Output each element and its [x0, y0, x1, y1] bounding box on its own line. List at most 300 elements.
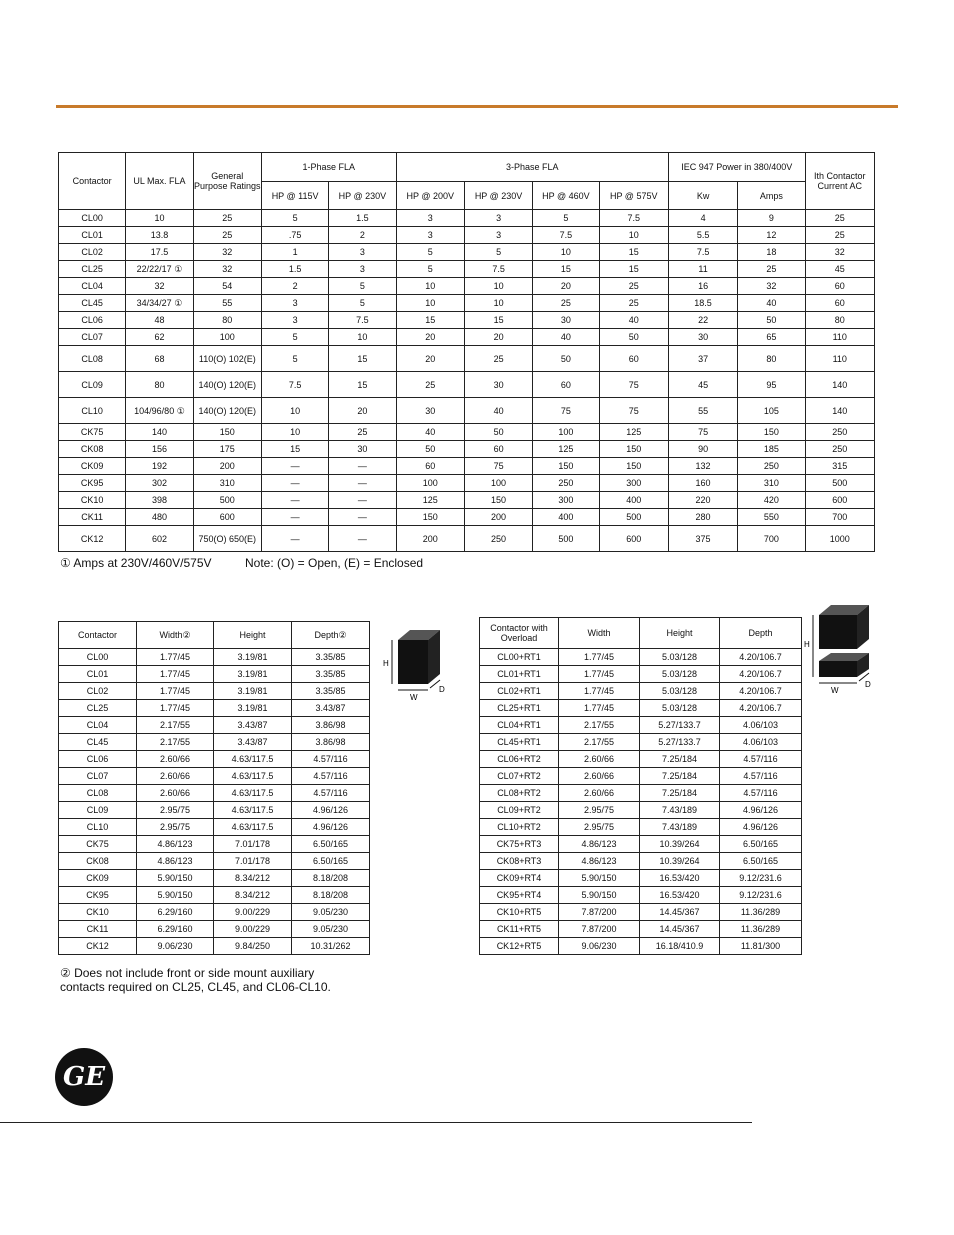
table-cell: 2.17/55 — [137, 717, 214, 734]
table-cell: 5 — [261, 210, 328, 227]
table-cell: 50 — [533, 346, 599, 372]
table-cell: CK12 — [59, 526, 126, 552]
table-cell: 7.25/184 — [640, 785, 720, 802]
table-cell: CL02 — [59, 244, 126, 261]
table-cell: CL04+RT1 — [480, 717, 559, 734]
table-cell: 25 — [193, 210, 261, 227]
table-cell: 4.20/106.7 — [720, 683, 802, 700]
table-row — [59, 227, 875, 244]
header-ith: Ith Contactor Current AC — [805, 153, 874, 210]
table-cell: 4.96/126 — [720, 802, 802, 819]
table-cell: 2 — [261, 278, 328, 295]
table-cell: 3.19/81 — [214, 649, 292, 666]
table-cell: CL08 — [59, 785, 137, 802]
table-cell: 7.5 — [464, 261, 532, 278]
table-cell: CK95+RT4 — [480, 887, 559, 904]
table-cell: CL07 — [59, 329, 126, 346]
table-cell: 20 — [464, 329, 532, 346]
column-header: Contactor — [59, 622, 137, 649]
column-header: Width② — [137, 622, 214, 649]
table-cell: 30 — [533, 312, 599, 329]
table-cell: 16 — [668, 278, 737, 295]
table-cell: 15 — [261, 441, 328, 458]
table-cell: 30 — [464, 372, 532, 398]
table-cell: 30 — [668, 329, 737, 346]
table-cell: 3 — [464, 227, 532, 244]
table-cell: 250 — [464, 526, 532, 552]
table-cell: 75 — [533, 398, 599, 424]
table-cell: 30 — [329, 441, 396, 458]
table-row — [59, 819, 370, 836]
table-cell: 54 — [193, 278, 261, 295]
table-cell: — — [261, 475, 328, 492]
table-cell: 500 — [805, 475, 874, 492]
header-ul-max-fla: UL Max. FLA — [126, 153, 193, 210]
table-cell: 15 — [329, 372, 396, 398]
table-cell: 4.96/126 — [720, 819, 802, 836]
table-cell: 18 — [738, 244, 805, 261]
table-cell: 100 — [396, 475, 464, 492]
table-cell: 32 — [738, 278, 805, 295]
table-cell: CL00 — [59, 210, 126, 227]
table-cell: 8.34/212 — [214, 887, 292, 904]
table-cell: — — [261, 492, 328, 509]
table-cell: 7.25/184 — [640, 768, 720, 785]
table-cell: CL45 — [59, 734, 137, 751]
table-cell: 6.50/165 — [292, 853, 370, 870]
table-cell: 2.95/75 — [137, 802, 214, 819]
table-row — [59, 904, 370, 921]
table-cell: 3.43/87 — [214, 717, 292, 734]
table-cell: 20 — [396, 329, 464, 346]
table-cell: 50 — [599, 329, 668, 346]
table-cell: 7.5 — [261, 372, 328, 398]
table-cell: 2.60/66 — [559, 785, 640, 802]
table-cell: CK11 — [59, 921, 137, 938]
header-amps: Amps — [738, 182, 805, 210]
table-cell: 10 — [329, 329, 396, 346]
table-cell: CL10 — [59, 819, 137, 836]
table-row — [59, 870, 370, 887]
table-cell: 1.77/45 — [559, 683, 640, 700]
table-cell: 5.03/128 — [640, 649, 720, 666]
table-cell: 1.5 — [329, 210, 396, 227]
table-cell: 60 — [533, 372, 599, 398]
table-cell: 5 — [396, 244, 464, 261]
table-cell: CL08+RT2 — [480, 785, 559, 802]
table-cell: 75 — [668, 424, 737, 441]
header-hp115: HP @ 115V — [261, 182, 328, 210]
table-cell: 100 — [193, 329, 261, 346]
table-cell: 37 — [668, 346, 737, 372]
table-cell: 32 — [193, 261, 261, 278]
table-cell: 4.63/117.5 — [214, 819, 292, 836]
table-cell: 132 — [668, 458, 737, 475]
table-cell: 15 — [533, 261, 599, 278]
table-cell: 5.90/150 — [559, 887, 640, 904]
table-cell: 150 — [738, 424, 805, 441]
table-cell: CL08 — [59, 346, 126, 372]
table-cell: CK09 — [59, 458, 126, 475]
table-cell: CL09 — [59, 802, 137, 819]
table-row — [480, 819, 802, 836]
table-cell: 32 — [805, 244, 874, 261]
table-cell: CL01 — [59, 227, 126, 244]
table-cell: CK75 — [59, 836, 137, 853]
table-cell: 400 — [599, 492, 668, 509]
table-cell: 6.50/165 — [720, 836, 802, 853]
table-cell: 3.35/85 — [292, 683, 370, 700]
table-row — [59, 649, 370, 666]
table-cell: 4.96/126 — [292, 802, 370, 819]
contactor-dimension-diagram — [382, 626, 452, 702]
table-cell: 550 — [738, 509, 805, 526]
table-cell: 500 — [193, 492, 261, 509]
table-cell: 3.35/85 — [292, 666, 370, 683]
table-cell: 15 — [396, 312, 464, 329]
table-cell: 9.12/231.6 — [720, 870, 802, 887]
table-cell: 302 — [126, 475, 193, 492]
table-cell: 3.43/87 — [214, 734, 292, 751]
table-cell: CL45 — [59, 295, 126, 312]
table-cell: 3 — [329, 244, 396, 261]
table-cell: 25 — [193, 227, 261, 244]
table-row — [480, 836, 802, 853]
table-cell: 250 — [805, 424, 874, 441]
table-cell: CK10 — [59, 492, 126, 509]
table-cell: 55 — [668, 398, 737, 424]
table-cell: 2.60/66 — [559, 751, 640, 768]
table-row — [59, 458, 875, 475]
table-row — [480, 921, 802, 938]
table-cell: 15 — [599, 244, 668, 261]
table-cell: 7.01/178 — [214, 853, 292, 870]
table-cell: — — [261, 509, 328, 526]
table-cell: 9.12/231.6 — [720, 887, 802, 904]
table-cell: CL25 — [59, 261, 126, 278]
table-cell: 140 — [126, 424, 193, 441]
table-cell: CL01+RT1 — [480, 666, 559, 683]
table-cell: 14.45/367 — [640, 904, 720, 921]
table-row — [59, 785, 370, 802]
table-row — [59, 509, 875, 526]
label-h: H — [383, 659, 389, 668]
table-cell: CK09 — [59, 870, 137, 887]
table-row — [59, 210, 875, 227]
table-cell: 4.86/123 — [559, 853, 640, 870]
table-cell: CL45+RT1 — [480, 734, 559, 751]
table-cell: CK12+RT5 — [480, 938, 559, 955]
table-row — [480, 683, 802, 700]
table-cell: CK08 — [59, 441, 126, 458]
table-row — [59, 921, 370, 938]
table-cell: 7.87/200 — [559, 921, 640, 938]
table-cell: 3.43/87 — [292, 700, 370, 717]
table-cell: 7.01/178 — [214, 836, 292, 853]
table-cell: 40 — [396, 424, 464, 441]
table-cell: 60 — [464, 441, 532, 458]
table-cell: CK11+RT5 — [480, 921, 559, 938]
table-cell: 110(O) 102(E) — [193, 346, 261, 372]
table-cell: 8.34/212 — [214, 870, 292, 887]
table-cell: 2.17/55 — [137, 734, 214, 751]
table-cell: 250 — [533, 475, 599, 492]
table-row — [59, 424, 875, 441]
table-row — [59, 700, 370, 717]
table-cell: 1.77/45 — [559, 666, 640, 683]
table-cell: 4.63/117.5 — [214, 785, 292, 802]
table-cell: — — [261, 526, 328, 552]
label-d: D — [439, 685, 445, 694]
column-header: Height — [214, 622, 292, 649]
table-cell: 4.63/117.5 — [214, 768, 292, 785]
table-cell: 15 — [464, 312, 532, 329]
label-w: W — [831, 686, 839, 695]
table-row — [59, 278, 875, 295]
table-cell: CL25+RT1 — [480, 700, 559, 717]
table-cell: 150 — [599, 458, 668, 475]
column-header: Width — [559, 618, 640, 649]
table-cell: 4.06/103 — [720, 734, 802, 751]
table-cell: — — [329, 458, 396, 475]
table-cell: 140 — [805, 398, 874, 424]
table-cell: CL02 — [59, 683, 137, 700]
table-row — [480, 904, 802, 921]
contactor-overload-dimension-diagram — [803, 603, 873, 695]
table-cell: 9.00/229 — [214, 904, 292, 921]
table-cell: 2.60/66 — [559, 768, 640, 785]
header-1-phase: 1-Phase FLA — [261, 153, 396, 182]
table-cell: CL01 — [59, 666, 137, 683]
table-row — [59, 312, 875, 329]
table-cell: 602 — [126, 526, 193, 552]
table-cell: 5.27/133.7 — [640, 734, 720, 751]
table-cell: 22/22/17 ① — [126, 261, 193, 278]
table-cell: CL10+RT2 — [480, 819, 559, 836]
table-cell: 4.86/123 — [137, 836, 214, 853]
table-cell: 25 — [738, 261, 805, 278]
table-cell: 50 — [396, 441, 464, 458]
table-cell: 17.5 — [126, 244, 193, 261]
table-cell: .75 — [261, 227, 328, 244]
table-cell: 75 — [464, 458, 532, 475]
table-cell: 1.77/45 — [137, 700, 214, 717]
table-cell: 1000 — [805, 526, 874, 552]
table-cell: 10 — [396, 278, 464, 295]
table-cell: 220 — [668, 492, 737, 509]
table-row — [59, 372, 875, 398]
table-cell: 5.90/150 — [137, 870, 214, 887]
table-cell: 25 — [533, 295, 599, 312]
table-cell: 5.90/150 — [559, 870, 640, 887]
table-cell: CL09+RT2 — [480, 802, 559, 819]
table-row — [59, 261, 875, 278]
header-general-purpose: General Purpose Ratings — [193, 153, 261, 210]
table-cell: 700 — [738, 526, 805, 552]
table-cell: 2.95/75 — [559, 819, 640, 836]
table-cell: 8.18/208 — [292, 887, 370, 904]
table-cell: 10 — [261, 398, 328, 424]
table-cell: 50 — [738, 312, 805, 329]
table-cell: 7.5 — [329, 312, 396, 329]
table-row — [480, 802, 802, 819]
table-cell: 4.96/126 — [292, 819, 370, 836]
table-cell: 160 — [668, 475, 737, 492]
table-cell: 10.31/262 — [292, 938, 370, 955]
table-cell: 4.20/106.7 — [720, 700, 802, 717]
table-cell: 3.35/85 — [292, 649, 370, 666]
table-row — [480, 751, 802, 768]
table-cell: 20 — [396, 346, 464, 372]
table-cell: 10 — [464, 278, 532, 295]
table-row — [59, 751, 370, 768]
table-cell: 2.95/75 — [559, 802, 640, 819]
table-cell: 300 — [533, 492, 599, 509]
table-cell: 80 — [126, 372, 193, 398]
table-cell: 6.29/160 — [137, 904, 214, 921]
table-cell: CL10 — [59, 398, 126, 424]
table-row — [480, 666, 802, 683]
table-row — [59, 666, 370, 683]
table-cell: CK11 — [59, 509, 126, 526]
table-cell: 65 — [738, 329, 805, 346]
header-iec: IEC 947 Power in 380/400V — [668, 153, 805, 182]
table-cell: 250 — [805, 441, 874, 458]
table-cell: 9.05/230 — [292, 904, 370, 921]
table-cell: 7.43/189 — [640, 819, 720, 836]
table-row — [59, 802, 370, 819]
bottom-rule — [0, 1122, 752, 1123]
table-cell: 2.60/66 — [137, 751, 214, 768]
table-row — [59, 683, 370, 700]
table-cell: 5.27/133.7 — [640, 717, 720, 734]
table-cell: 5.90/150 — [137, 887, 214, 904]
table-cell: 80 — [738, 346, 805, 372]
table-cell: 110 — [805, 329, 874, 346]
table-cell: 3 — [396, 210, 464, 227]
table-cell: 10 — [261, 424, 328, 441]
column-header: Depth② — [292, 622, 370, 649]
table-cell: 5.03/128 — [640, 666, 720, 683]
table-cell: 20 — [329, 398, 396, 424]
table-cell: CK09+RT4 — [480, 870, 559, 887]
table-cell: 6.50/165 — [720, 853, 802, 870]
table-cell: CL00 — [59, 649, 137, 666]
table-cell: 7.43/189 — [640, 802, 720, 819]
table-cell: 22 — [668, 312, 737, 329]
table-cell: 5 — [533, 210, 599, 227]
table-row — [59, 329, 875, 346]
table-cell: 1.77/45 — [137, 666, 214, 683]
table-cell: 4.57/116 — [720, 751, 802, 768]
label-h: H — [804, 640, 810, 649]
table-cell: 9.05/230 — [292, 921, 370, 938]
table-cell: 11.81/300 — [720, 938, 802, 955]
table-cell: 1.77/45 — [137, 649, 214, 666]
table-cell: 45 — [668, 372, 737, 398]
table-cell: 9.00/229 — [214, 921, 292, 938]
table-cell: 11 — [668, 261, 737, 278]
table-cell: 140 — [805, 372, 874, 398]
table-cell: 7.87/200 — [559, 904, 640, 921]
table-row — [59, 938, 370, 955]
table-cell: CK10+RT5 — [480, 904, 559, 921]
header-hp575: HP @ 575V — [599, 182, 668, 210]
table-cell: 1.77/45 — [559, 649, 640, 666]
table-cell: 25 — [396, 372, 464, 398]
table-cell: 4.57/116 — [292, 785, 370, 802]
table-cell: 150 — [533, 458, 599, 475]
table-cell: 110 — [805, 346, 874, 372]
table-cell: 10.39/264 — [640, 853, 720, 870]
table-cell: CK95 — [59, 475, 126, 492]
header-kw: Kw — [668, 182, 737, 210]
table-cell: 8.18/208 — [292, 870, 370, 887]
table-row — [59, 887, 370, 904]
table-cell: 104/96/80 ① — [126, 398, 193, 424]
table-row — [480, 785, 802, 802]
table-cell: 5 — [464, 244, 532, 261]
table-cell: 1.5 — [261, 261, 328, 278]
table-cell: 25 — [805, 227, 874, 244]
header-hp460: HP @ 460V — [533, 182, 599, 210]
table-cell: 16.18/410.9 — [640, 938, 720, 955]
label-d: D — [865, 680, 871, 689]
table-row — [480, 768, 802, 785]
table-cell: 125 — [396, 492, 464, 509]
table-cell: 4.57/116 — [720, 785, 802, 802]
table-cell: 40 — [464, 398, 532, 424]
table-row — [59, 768, 370, 785]
table-cell: 75 — [599, 372, 668, 398]
table-cell: 3.19/81 — [214, 666, 292, 683]
table-row — [59, 295, 875, 312]
table-cell: CL02+RT1 — [480, 683, 559, 700]
table-row — [59, 441, 875, 458]
table-cell: 5.03/128 — [640, 700, 720, 717]
dimensions-table — [58, 621, 370, 955]
table-row — [59, 244, 875, 261]
table-cell: 12 — [738, 227, 805, 244]
table-cell: 15 — [599, 261, 668, 278]
table-cell: 4.86/123 — [559, 836, 640, 853]
table-cell: 48 — [126, 312, 193, 329]
table-cell: 400 — [533, 509, 599, 526]
table-cell: 310 — [193, 475, 261, 492]
table-row — [59, 853, 370, 870]
table-cell: 55 — [193, 295, 261, 312]
table-cell: 600 — [599, 526, 668, 552]
table-cell: 10 — [599, 227, 668, 244]
table-cell: 1.77/45 — [559, 700, 640, 717]
header-3-phase: 3-Phase FLA — [396, 153, 668, 182]
table-row — [59, 526, 875, 552]
table-cell: — — [329, 492, 396, 509]
table-cell: 11.36/289 — [720, 921, 802, 938]
table-cell: 500 — [533, 526, 599, 552]
table-cell: CK75+RT3 — [480, 836, 559, 853]
table-cell: 140(O) 120(E) — [193, 372, 261, 398]
table-row — [59, 717, 370, 734]
table-cell: 3.19/81 — [214, 683, 292, 700]
table-cell: 4.20/106.7 — [720, 666, 802, 683]
table-cell: 4.06/103 — [720, 717, 802, 734]
table-cell: 315 — [805, 458, 874, 475]
table-cell: 10 — [464, 295, 532, 312]
table-cell: CL07 — [59, 768, 137, 785]
table-cell: 3 — [261, 312, 328, 329]
table-cell: 140(O) 120(E) — [193, 398, 261, 424]
